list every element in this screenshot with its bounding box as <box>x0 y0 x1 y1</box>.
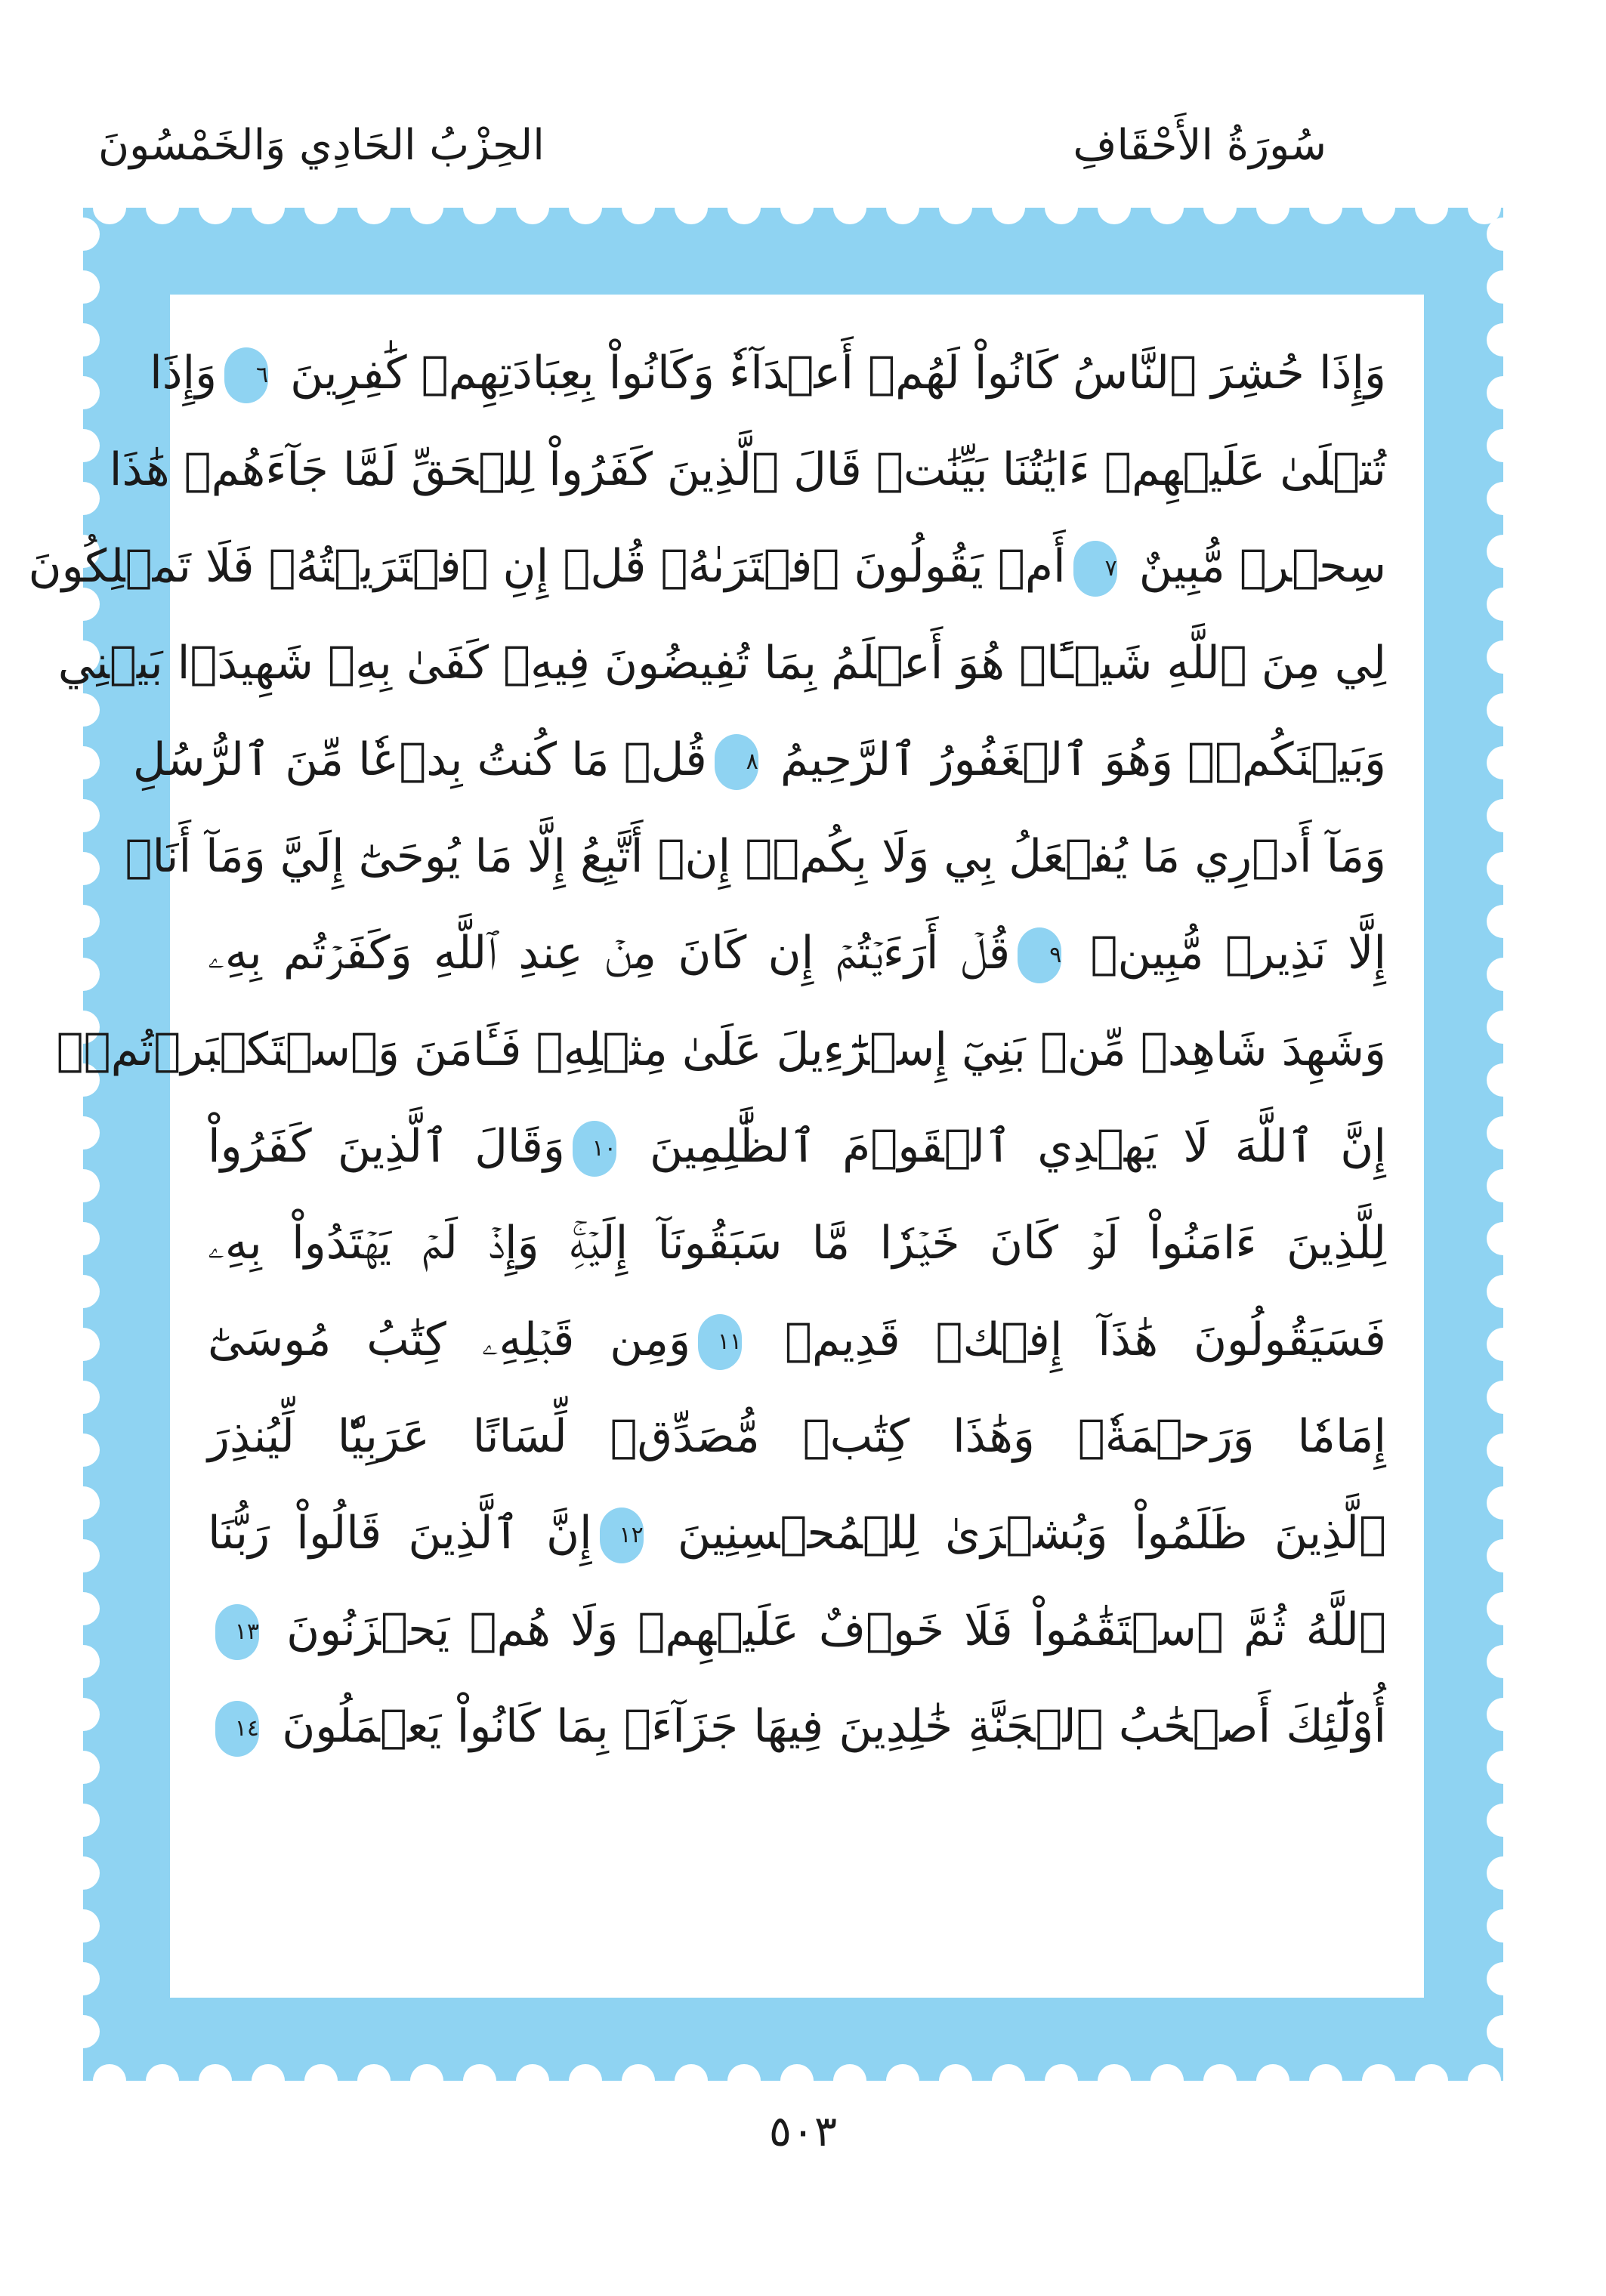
verse-text: وَمَآ أَدۡرِي مَا يُفۡعَلُ بِي وَلَا بِكُمۡۖ إِنۡ أَتَّبِعُ إِلَّا مَا يُوحَىٰٓ إِلَيَّ وَمَآ أَنَا۠ <box>125 830 1386 883</box>
frame-ornament <box>66 1539 100 1572</box>
frame-ornament <box>622 191 655 224</box>
frame-ornament <box>1487 1804 1520 1837</box>
frame-ornament <box>1487 323 1520 356</box>
verse-line <box>208 1388 1386 1485</box>
verse-text: وَبَيۡنَكُمۡۖ وَهُوَ ٱلۡغَفُورُ ٱلرَّحِيمُ <box>765 733 1386 786</box>
frame-ornament <box>66 482 100 515</box>
verse-text: لِلَّذِينَ ءَامَنُواْ لَوۡ كَانَ خَيۡرٗا مَّا سَبَقُونَآ إِلَيۡهِۚ وَإِذۡ لَمۡ يَهۡتَدُواْ بِهِۦ <box>208 1217 1386 1270</box>
frame-ornament <box>833 191 866 224</box>
frame-ornament <box>146 2064 179 2097</box>
verse-line <box>208 905 1386 1001</box>
verse-text: قُلۡ مَا كُنتُ بِدۡعٗا مِّنَ ٱلرُّسُلِ <box>132 733 707 786</box>
verse-text: أَمۡ يَقُولُونَ ٱفۡتَرَىٰهُۖ قُلۡ إِنِ ٱفۡتَرَيۡتُهُۥ فَلَا تَمۡلِكُونَ <box>28 540 1066 593</box>
frame-ornament <box>66 1698 100 1731</box>
frame-ornament <box>1487 218 1520 251</box>
frame-ornament <box>1487 958 1520 991</box>
frame-ornament <box>516 191 549 224</box>
verse-text: تُتۡلَىٰ عَلَيۡهِمۡ ءَايَٰتُنَا بَيِّنَٰتٖ قَالَ ٱلَّذِينَ كَفَرُواْ لِلۡحَقِّ لَمَّا جَآءَهُمۡ هَٰذَا <box>109 443 1386 496</box>
frame-ornament <box>1487 588 1520 621</box>
verse-text: قُلۡ أَرَءَيۡتُمۡ إِن كَانَ مِنۡ عِندِ ٱللَّهِ وَكَفَرۡتُم بِهِۦ <box>208 927 1011 980</box>
hizb-label: الحِزْبُ الحَادِي وَالخَمْسُونَ <box>98 121 545 170</box>
verse-text: ٱللَّهُ ثُمَّ ٱسۡتَقَٰمُواْ فَلَا خَوۡفٌ عَلَيۡهِمۡ وَلَا هُمۡ يَحۡزَنُونَ <box>267 1603 1386 1656</box>
verse-line <box>208 1098 1386 1195</box>
frame-ornament <box>1487 1328 1520 1361</box>
frame-ornament <box>146 191 179 224</box>
frame-ornament <box>780 2064 814 2097</box>
frame-ornament <box>833 2064 866 2097</box>
frame-ornament <box>1487 1116 1520 1150</box>
frame-ornament <box>304 2064 338 2097</box>
verse-line <box>150 325 1386 421</box>
ayah-number-marker: ٨ <box>715 734 758 790</box>
frame-ornament <box>992 191 1025 224</box>
frame-ornament <box>304 191 338 224</box>
text-page <box>28 295 1424 1998</box>
frame-ornament <box>66 1592 100 1625</box>
verse-text: فَسَيَقُولُونَ هَٰذَآ إِفۡكٞ قَدِيمٞ <box>749 1313 1386 1366</box>
frame-ornament <box>1487 1856 1520 1890</box>
frame-ornament <box>66 1751 100 1784</box>
verse-line <box>208 1195 1386 1292</box>
frame-ornament <box>1487 905 1520 938</box>
frame-ornament <box>357 191 391 224</box>
frame-ornament <box>622 2064 655 2097</box>
ayah-number-marker: ٦ <box>224 347 268 403</box>
frame-ornament <box>1045 191 1078 224</box>
frame-ornament <box>1487 1011 1520 1044</box>
frame-ornament <box>463 191 496 224</box>
frame-ornament <box>1487 1751 1520 1784</box>
frame-ornament <box>1487 1433 1520 1467</box>
frame-ornament <box>66 218 100 251</box>
frame-ornament <box>1487 1539 1520 1572</box>
frame-ornament <box>780 191 814 224</box>
frame-ornament <box>410 2064 443 2097</box>
frame-ornament <box>1487 1275 1520 1308</box>
surah-name: سُورَةُ الأَحْقَافِ <box>1073 121 1326 170</box>
frame-ornament <box>66 1804 100 1837</box>
frame-ornament <box>66 270 100 304</box>
frame-ornament <box>1487 1222 1520 1255</box>
frame-ornament <box>1415 2064 1448 2097</box>
frame-ornament <box>463 2064 496 2097</box>
frame-ornament <box>66 1433 100 1467</box>
frame-ornament <box>727 191 761 224</box>
verse-line <box>208 1678 1386 1775</box>
frame-ornament <box>1487 270 1520 304</box>
verse-text: إِلَّا نَذِيرٞ مُّبِينٞ <box>1069 927 1386 980</box>
frame-ornament <box>1098 191 1131 224</box>
frame-ornament <box>66 1486 100 1520</box>
frame-ornament <box>66 852 100 885</box>
frame-ornament <box>66 1222 100 1255</box>
frame-ornament <box>1203 2064 1237 2097</box>
frame-ornament <box>199 191 232 224</box>
verse-line <box>208 1292 1386 1388</box>
frame-ornament <box>1362 2064 1395 2097</box>
ayah-number-marker: ١١ <box>698 1314 742 1370</box>
frame-ornament <box>569 191 602 224</box>
frame-ornament <box>66 323 100 356</box>
page-number: ٥٠٣ <box>768 2107 838 2156</box>
frame-ornament <box>569 2064 602 2097</box>
frame-ornament <box>1487 1592 1520 1625</box>
frame-ornament <box>1487 640 1520 674</box>
frame-ornament <box>1487 1381 1520 1414</box>
frame-ornament <box>93 2064 126 2097</box>
frame-ornament <box>1487 799 1520 832</box>
frame-ornament <box>1487 376 1520 409</box>
frame-ornament <box>1487 1698 1520 1731</box>
frame-ornament <box>1487 746 1520 779</box>
verse-line <box>132 711 1386 808</box>
verse-line <box>125 808 1386 905</box>
ayah-number-marker: ١٢ <box>600 1508 644 1563</box>
frame-ornament <box>1309 191 1342 224</box>
verse-line <box>109 421 1386 518</box>
ayah-number-marker: ٩ <box>1018 927 1061 983</box>
verse-text: أُوْلَٰٓئِكَ أَصۡحَٰبُ ٱلۡجَنَّةِ خَٰلِدِينَ فِيهَا جَزَآءَۢ بِمَا كَانُواْ يَعۡمَلُونَ <box>267 1700 1386 1753</box>
verse-line <box>208 1582 1386 1678</box>
frame-ornament <box>1487 429 1520 462</box>
frame-ornament <box>939 191 972 224</box>
frame-ornament <box>1468 2064 1501 2097</box>
frame-ornament <box>357 2064 391 2097</box>
frame-ornament <box>66 1328 100 1361</box>
frame-ornament <box>66 958 100 991</box>
frame-ornament <box>727 2064 761 2097</box>
frame-ornament <box>410 191 443 224</box>
frame-ornament <box>1098 2064 1131 2097</box>
ayah-number-marker: ١٣ <box>215 1604 259 1660</box>
verse-text: وَإِذَا <box>150 347 218 400</box>
ayah-number-marker: ١٤ <box>215 1701 259 1757</box>
verse-text: ٱلَّذِينَ ظَلَمُواْ وَبُشۡرَىٰ لِلۡمُحۡسِنِينَ <box>650 1507 1386 1560</box>
frame-ornament <box>66 1909 100 1943</box>
frame-ornament <box>1203 191 1237 224</box>
frame-ornament <box>1256 2064 1289 2097</box>
frame-ornament <box>66 1169 100 1202</box>
frame-ornament <box>66 376 100 409</box>
verse-line <box>28 518 1386 615</box>
frame-ornament <box>66 1856 100 1890</box>
verse-line <box>57 615 1386 711</box>
frame-ornament <box>199 2064 232 2097</box>
frame-ornament <box>1362 191 1395 224</box>
frame-ornament <box>675 191 708 224</box>
frame-ornament <box>1487 1909 1520 1943</box>
verse-text: إِنَّ ٱللَّهَ لَا يَهۡدِي ٱلۡقَوۡمَ ٱلظَّٰلِمِينَ <box>623 1120 1386 1173</box>
verses-block <box>28 325 1386 1971</box>
frame-ornament <box>66 1645 100 1678</box>
frame-ornament <box>1487 1169 1520 1202</box>
frame-ornament <box>66 746 100 779</box>
frame-ornament <box>1415 191 1448 224</box>
frame-ornament <box>939 2064 972 2097</box>
verse-text: إِنَّ ٱلَّذِينَ قَالُواْ رَبُّنَا <box>208 1507 592 1560</box>
frame-ornament <box>1150 2064 1184 2097</box>
frame-ornament <box>66 1381 100 1414</box>
verse-line <box>208 1485 1386 1582</box>
frame-ornament <box>1487 1962 1520 1995</box>
verse-text: لِي مِنَ ٱللَّهِ شَيۡـًٔاۖ هُوَ أَعۡلَمُ بِمَا تُفِيضُونَ فِيهِۖ كَفَىٰ بِهِۦ شَهِيدَۢا بَيۡنِي <box>57 637 1386 690</box>
verse-text: وَشَهِدَ شَاهِدٞ مِّنۢ بَنِيٓ إِسۡرَٰٓءِيلَ عَلَىٰ مِثۡلِهِۦ فَـَٔامَنَ وَٱسۡتَكۡبَرۡتُمۡۚ <box>56 1023 1386 1076</box>
frame-ornament <box>66 799 100 832</box>
frame-ornament <box>1487 693 1520 727</box>
frame-ornament <box>66 905 100 938</box>
verse-text: سِحۡرٞ مُّبِينٌ <box>1124 540 1386 593</box>
frame-ornament <box>252 191 285 224</box>
frame-ornament <box>1045 2064 1078 2097</box>
frame-ornament <box>1487 1645 1520 1678</box>
frame-ornament <box>1487 1486 1520 1520</box>
frame-ornament <box>886 191 919 224</box>
frame-ornament <box>1487 1063 1520 1097</box>
frame-ornament <box>886 2064 919 2097</box>
frame-ornament <box>66 2015 100 2048</box>
frame-ornament <box>1487 535 1520 568</box>
frame-ornament <box>1487 482 1520 515</box>
verse-text: إِمَامٗا وَرَحۡمَةٗۚ وَهَٰذَا كِتَٰبٞ مُّصَدِّقٞ لِّسَانًا عَرَبِيّٗا لِّيُنذِرَ <box>208 1410 1386 1463</box>
frame-ornament <box>66 429 100 462</box>
frame-ornament <box>66 1275 100 1308</box>
frame-ornament <box>252 2064 285 2097</box>
ayah-number-marker: ١٠ <box>573 1121 616 1177</box>
frame-ornament <box>675 2064 708 2097</box>
frame-ornament <box>992 2064 1025 2097</box>
verse-line <box>56 1001 1386 1098</box>
verse-text: وَقَالَ ٱلَّذِينَ كَفَرُواْ <box>208 1120 565 1173</box>
frame-ornament <box>1487 852 1520 885</box>
frame-ornament <box>66 1116 100 1150</box>
frame-ornament <box>1150 191 1184 224</box>
frame-ornament <box>1256 191 1289 224</box>
frame-ornament <box>1309 2064 1342 2097</box>
page-header <box>0 113 1606 189</box>
frame-ornament <box>93 191 126 224</box>
frame-ornament <box>1487 2015 1520 2048</box>
ayah-number-marker: ٧ <box>1073 541 1117 597</box>
verse-text: وَإِذَا حُشِرَ ٱلنَّاسُ كَانُواْ لَهُمۡ أَعۡدَآءٗ وَكَانُواْ بِعِبَادَتِهِمۡ كَٰفِرِينَ <box>276 347 1386 400</box>
verse-text: وَمِن قَبۡلِهِۦ كِتَٰبُ مُوسَىٰٓ <box>208 1313 691 1366</box>
frame-ornament <box>516 2064 549 2097</box>
frame-ornament <box>66 1962 100 1995</box>
